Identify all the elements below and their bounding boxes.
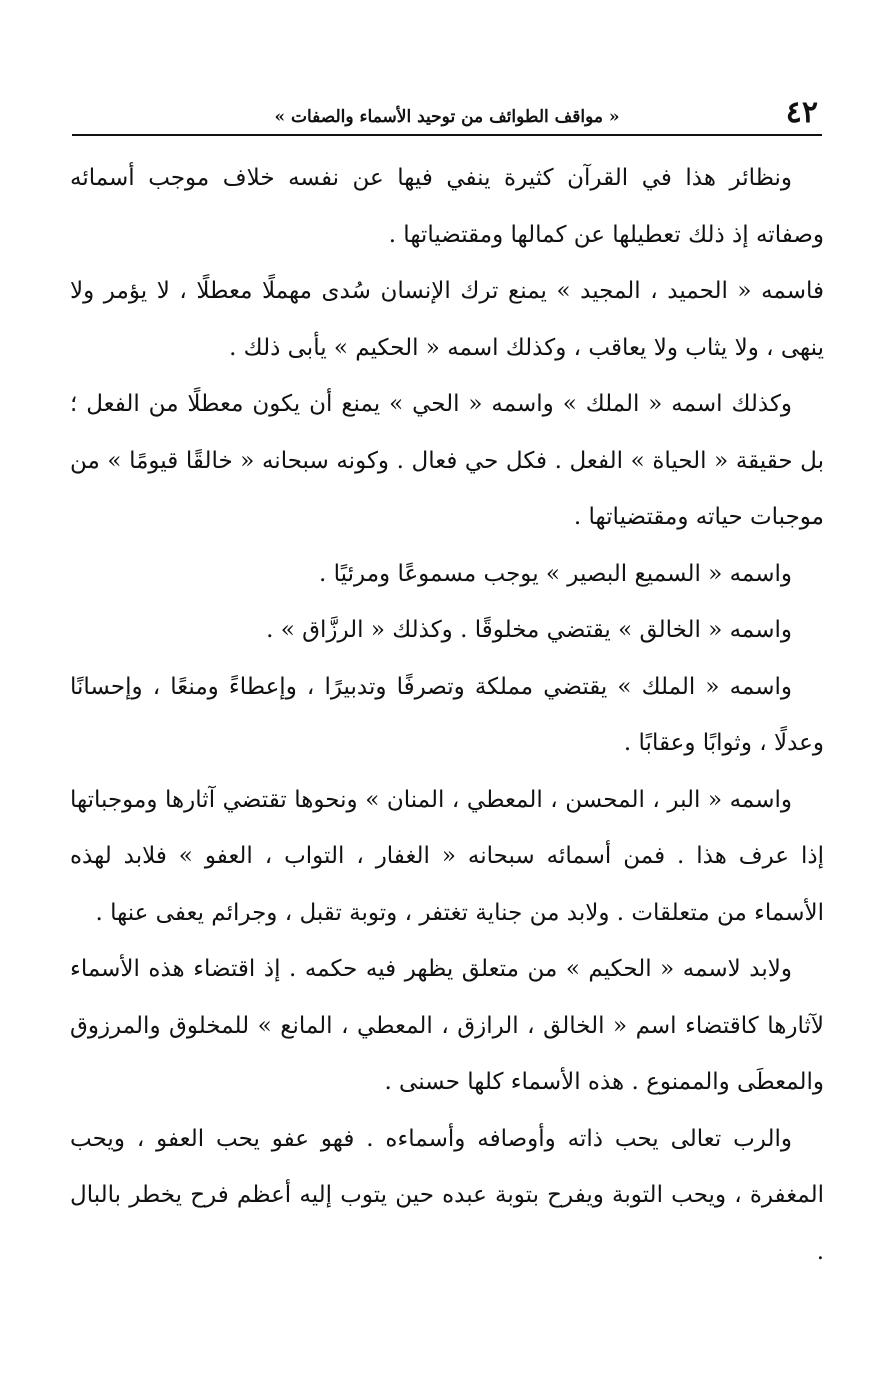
running-title: « مواقف الطوائف من توحيد الأسماء والصفات » [274,107,620,127]
paragraph: واسمه « الخالق » يقتضي مخلوقًا . وكذلك « الرزَّاق » . [266,617,792,643]
paragraph: واسمه « الملك » يقتضي مملكة وتصرفًا وتدبيرًا ، وإعطاءً ومنعًا ، وإحسانًا وعدلًا ، وثوابًا وعقابًا . [70,673,824,756]
page-header [72,86,822,136]
paragraph: واسمه « البر ، المحسن ، المعطي ، المنان » ونحوها تقتضي آثارها وموجباتها إذا عرف هذا . فمن أسمائه سبحانه « الغفار ، التواب ، العفو » فلابد لهذه الأسماء من متعلقات . ولابد من جناية تغتفر ، وتوبة تقبل ، وجرائم يعفى عنها . [70,786,824,926]
header-rule [72,134,822,136]
paragraph: ولابد لاسمه « الحكيم » من متعلق يظهر فيه حكمه . إذ اقتضاء هذه الأسماء لآثارها كاقتضاء اسم « الخالق ، الرازق ، المعطي ، المانع » للمخلوق والمرزوق والمعطَى والممنوع . هذه الأسماء كلها حسنى . [70,956,824,1095]
body-text [70,150,824,1280]
paragraph: وكذلك اسمه « الملك » واسمه « الحي » يمنع أن يكون معطلًا من الفعل ؛ بل حقيقة « الحياة » الفعل . فكل حي فعال . وكونه سبحانه « خالقًا قيومًا » من موجبات حياته ومقتضياتها . [70,391,824,530]
paragraph: فاسمه « الحميد ، المجيد » يمنع ترك الإنسان سُدى مهملًا معطلًا ، لا يؤمر ولا ينهى ، ولا يثاب ولا يعاقب ، وكذلك اسمه « الحكيم » يأبى ذلك . [70,278,824,361]
paragraph: والرب تعالى يحب ذاته وأوصافه وأسماءه . فهو عفو يحب العفو ، ويحب المغفرة ، ويحب التوبة ويفرح بتوبة عبده حين يتوب إليه أعظم فرح يخطر بالبال . [70,1125,824,1265]
paragraph: واسمه « السميع البصير » يوجب مسموعًا ومرئيًا . [319,560,792,587]
paragraph: ونظائر هذا في القرآن كثيرة ينفي فيها عن نفسه خلاف موجب أسمائه وصفاته إذ ذلك تعطيلها عن كمالها ومقتضياتها . [70,165,824,248]
page-number: ٤٢ [785,95,818,130]
